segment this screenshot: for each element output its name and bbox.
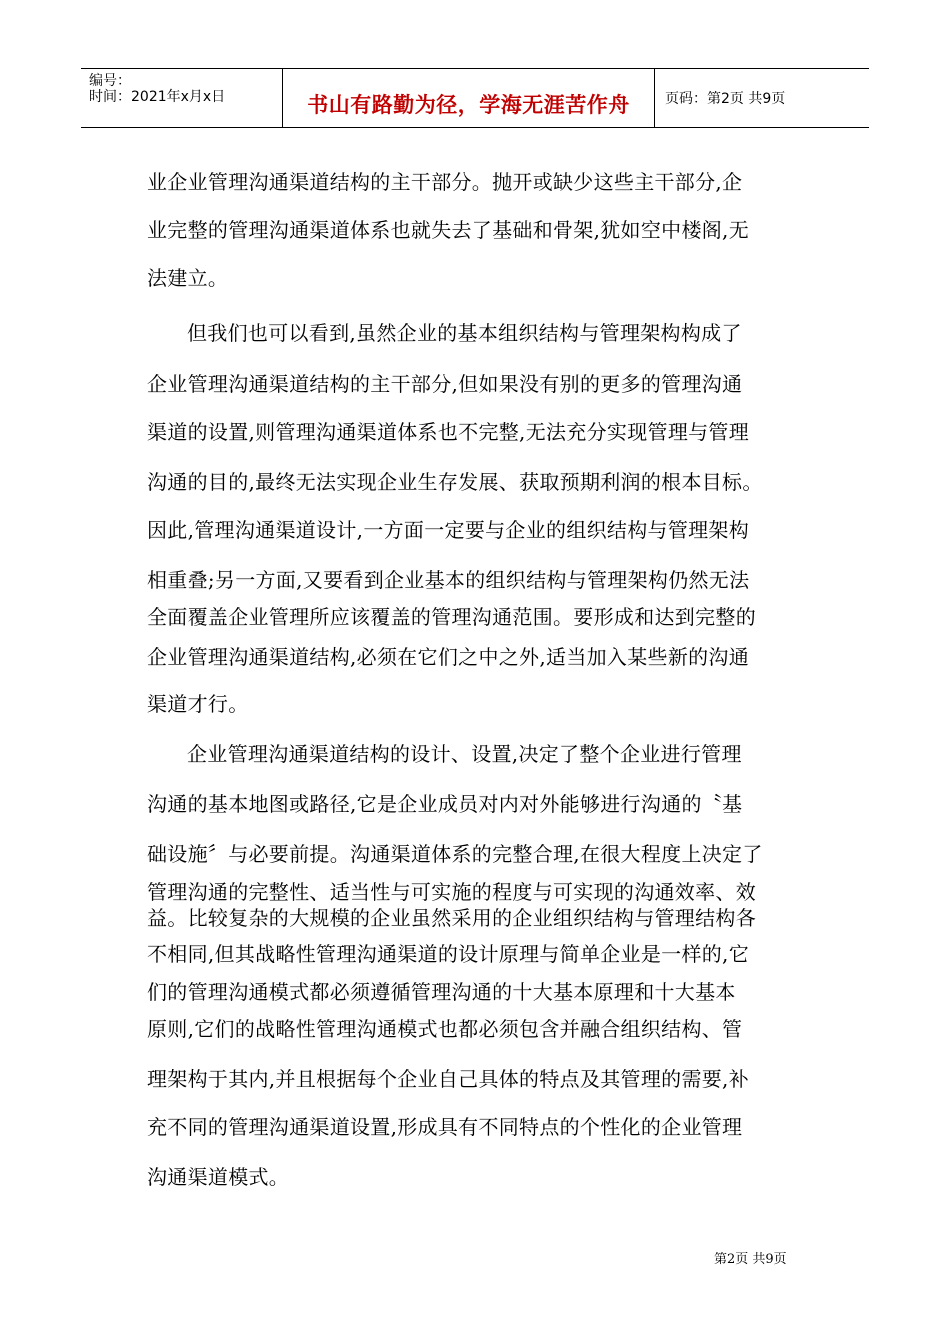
body-line: 沟通的目的,最终无法实现企业生存发展、获取预期利润的根本目标。 bbox=[147, 470, 763, 494]
body-line: 业企业管理沟通渠道结构的主干部分。抛开或缺少这些主干部分,企 bbox=[147, 170, 743, 194]
body-line: 不相同,但其战略性管理沟通渠道的设计原理与简单企业是一样的,它 bbox=[147, 942, 750, 966]
paragraph-start-line: 但我们也可以看到,虽然企业的基本组织结构与管理架构构成了 bbox=[187, 321, 742, 345]
body-line: 础设施〞与必要前提。沟通渠道体系的完整合理,在很大程度上决定了 bbox=[147, 842, 763, 866]
body-line: 渠道才行。 bbox=[147, 692, 249, 716]
body-line: 全面覆盖企业管理所应该覆盖的管理沟通范围。要形成和达到完整的 bbox=[147, 605, 756, 629]
body-line: 益。比较复杂的大规模的企业虽然采用的企业组织结构与管理结构各 bbox=[147, 906, 756, 930]
serial-number-label: 编号： bbox=[89, 73, 131, 89]
date-label: 时间：2021年x月x日 bbox=[89, 89, 226, 105]
body-line: 管理沟通的完整性、适当性与可实施的程度与可实现的沟通效率、效 bbox=[147, 880, 756, 904]
body-line: 充不同的管理沟通渠道设置,形成具有不同特点的个性化的企业管理 bbox=[147, 1115, 743, 1139]
body-line: 原则,它们的战略性管理沟通模式也都必须包含并融合组织结构、管 bbox=[147, 1017, 743, 1041]
body-line: 们的管理沟通模式都必须遵循管理沟通的十大基本原理和十大基本 bbox=[147, 980, 736, 1004]
body-line: 因此,管理沟通渠道设计,一方面一定要与企业的组织结构与管理架构 bbox=[147, 518, 750, 542]
body-line: 沟通渠道模式。 bbox=[147, 1165, 290, 1189]
body-line: 沟通的基本地图或路径,它是企业成员对内对外能够进行沟通的〝基 bbox=[147, 792, 743, 816]
body-line: 理架构于其内,并且根据每个企业自己具体的特点及其管理的需要,补 bbox=[147, 1067, 750, 1091]
body-line: 渠道的设置,则管理沟通渠道体系也不完整,无法充分实现管理与管理 bbox=[147, 420, 750, 444]
body-line: 企业管理沟通渠道结构,必须在它们之中之外,适当加入某些新的沟通 bbox=[147, 645, 750, 669]
body-line: 相重叠;另一方面,又要看到企业基本的组织结构与管理架构仍然无法 bbox=[147, 568, 750, 592]
body-line: 业完整的管理沟通渠道体系也就失去了基础和骨架,犹如空中楼阁,无 bbox=[147, 218, 750, 242]
body-line: 法建立。 bbox=[147, 266, 229, 290]
paragraph-start-line: 企业管理沟通渠道结构的设计、设置,决定了整个企业进行管理 bbox=[187, 742, 742, 766]
body-line: 企业管理沟通渠道结构的主干部分,但如果没有别的更多的管理沟通 bbox=[147, 372, 743, 396]
motto-text: 书山有路勤为径，学海无涯苦作舟 bbox=[307, 93, 630, 117]
header-page-number: 页码：第2页 共9页 bbox=[665, 91, 786, 107]
footer-page-number: 第2页 共9页 bbox=[714, 1252, 787, 1267]
